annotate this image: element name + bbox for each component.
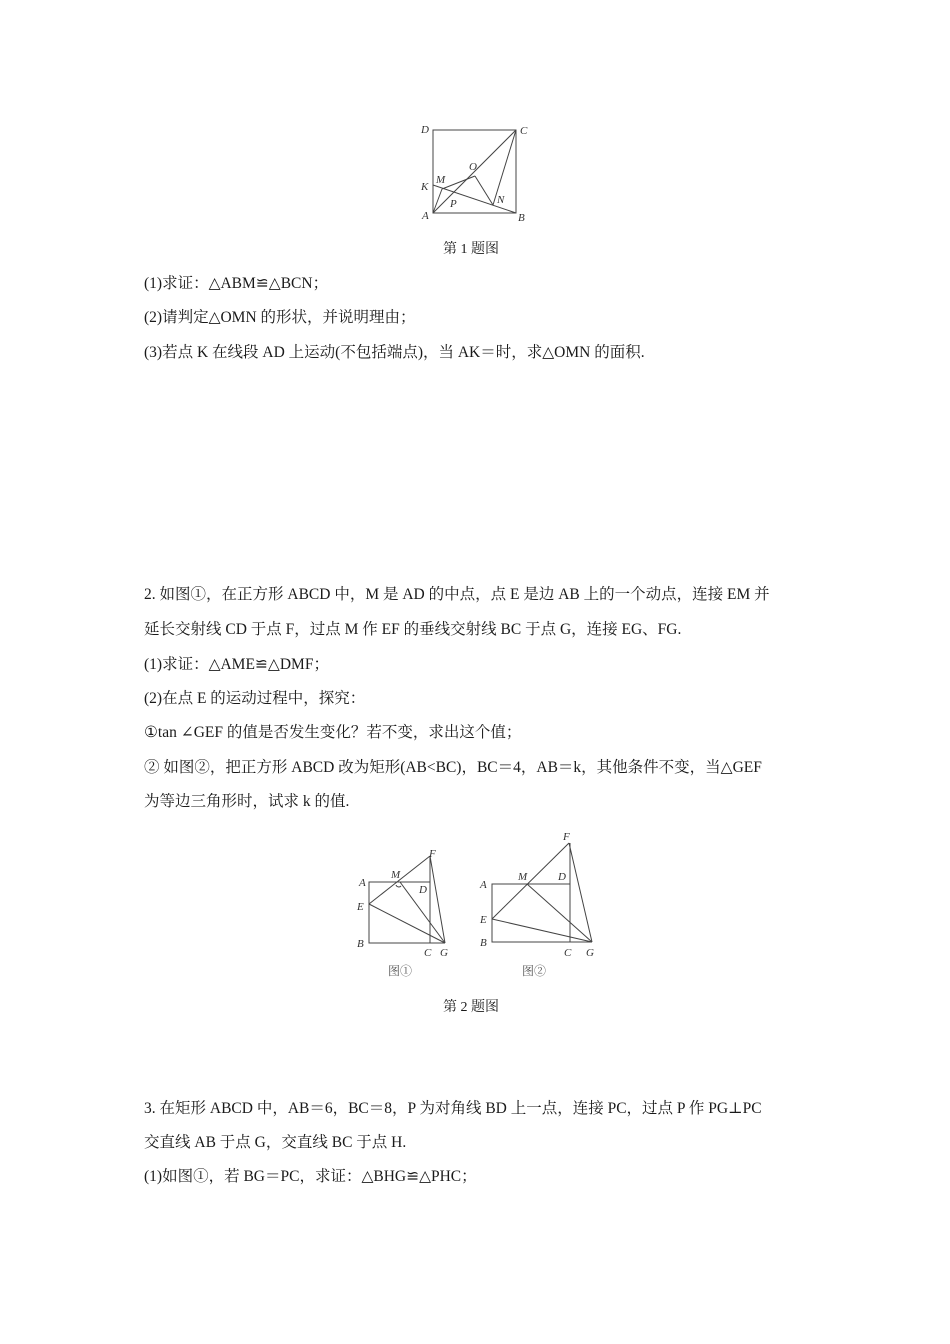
q3-stem-line-2: 交直线 AB 于点 G，交直线 BC 于点 H. [144,1134,407,1151]
label-D: D [421,124,429,136]
fig1-label-B: B [357,938,364,950]
fig2-label-M: M [518,871,528,883]
q2-figure2-caption: 图② [522,964,547,978]
label-M: M [436,174,446,186]
q1-figure-caption: 第 1 题图 [443,242,499,257]
label-A: A [422,210,429,222]
q2-part-1: (1)求证：△AME≌△DMF； [144,656,329,673]
fig1-label-D: D [419,884,427,896]
fig1-label-G: G [440,947,448,959]
q1-part-1: (1)求证：△ABM≌△BCN； [144,275,329,292]
q2-stem-line-2: 延长交射线 CD 于点 F，过点 M 作 EF 的垂线交射线 BC 于点 G，连接 EG、FG. [144,621,682,638]
fig1-label-F: F [429,848,436,860]
q2-part-2-sub-2-cont: 为等边三角形时，试求 k 的值. [144,793,350,810]
q3-part-1: (1)如图①，若 BG＝PC，求证：△BHG≌△PHC； [144,1168,477,1185]
label-B: B [518,212,525,224]
q2-part-2: (2)在点 E 的运动过程中，探究： [144,690,366,707]
fig1-label-E: E [357,901,364,913]
q3-stem-line-1: 3. 在矩形 ABCD 中，AB＝6，BC＝8，P 为对角线 BD 上一点，连接 PC，过点 P 作 PG⊥PC [144,1100,762,1117]
q1-part-2: (2)请判定△OMN 的形状，并说明理由； [144,309,416,326]
fig2-label-F: F [563,831,570,843]
q2-part-2-sub-1: ①tan ∠GEF 的值是否发生变化？若不变，求出这个值； [144,724,522,741]
fig2-label-D: D [558,871,566,883]
label-P: P [450,198,457,210]
q2-part-2-sub-2: ② 如图②，把正方形 ABCD 改为矩形(AB<BC)，BC＝4，AB＝k，其他条件不变，当△GEF [144,759,762,776]
q2-figure-caption: 第 2 题图 [443,1000,499,1015]
fig2-label-E: E [480,914,487,926]
label-K: K [421,181,429,193]
fig2-label-A: A [480,879,487,891]
label-C: C [520,125,528,137]
fig2-label-B: B [480,937,487,949]
fig2-label-G: G [586,947,594,959]
fig1-label-M: M [391,869,401,881]
fig1-label-A: A [359,877,366,889]
label-N: N [497,194,505,206]
label-O: O [469,161,477,173]
q2-stem-line-1: 2. 如图①，在正方形 ABCD 中，M 是 AD 的中点，点 E 是边 AB 上的一个动点，连接 EM 并 [144,586,770,603]
q2-figure1-caption: 图① [388,964,413,978]
q1-part-3: (3)若点 K 在线段 AD 上运动(不包括端点)，当 AK＝时，求△OMN 的面积. [144,344,645,361]
fig1-label-C: C [424,947,432,959]
fig2-label-C: C [564,947,572,959]
